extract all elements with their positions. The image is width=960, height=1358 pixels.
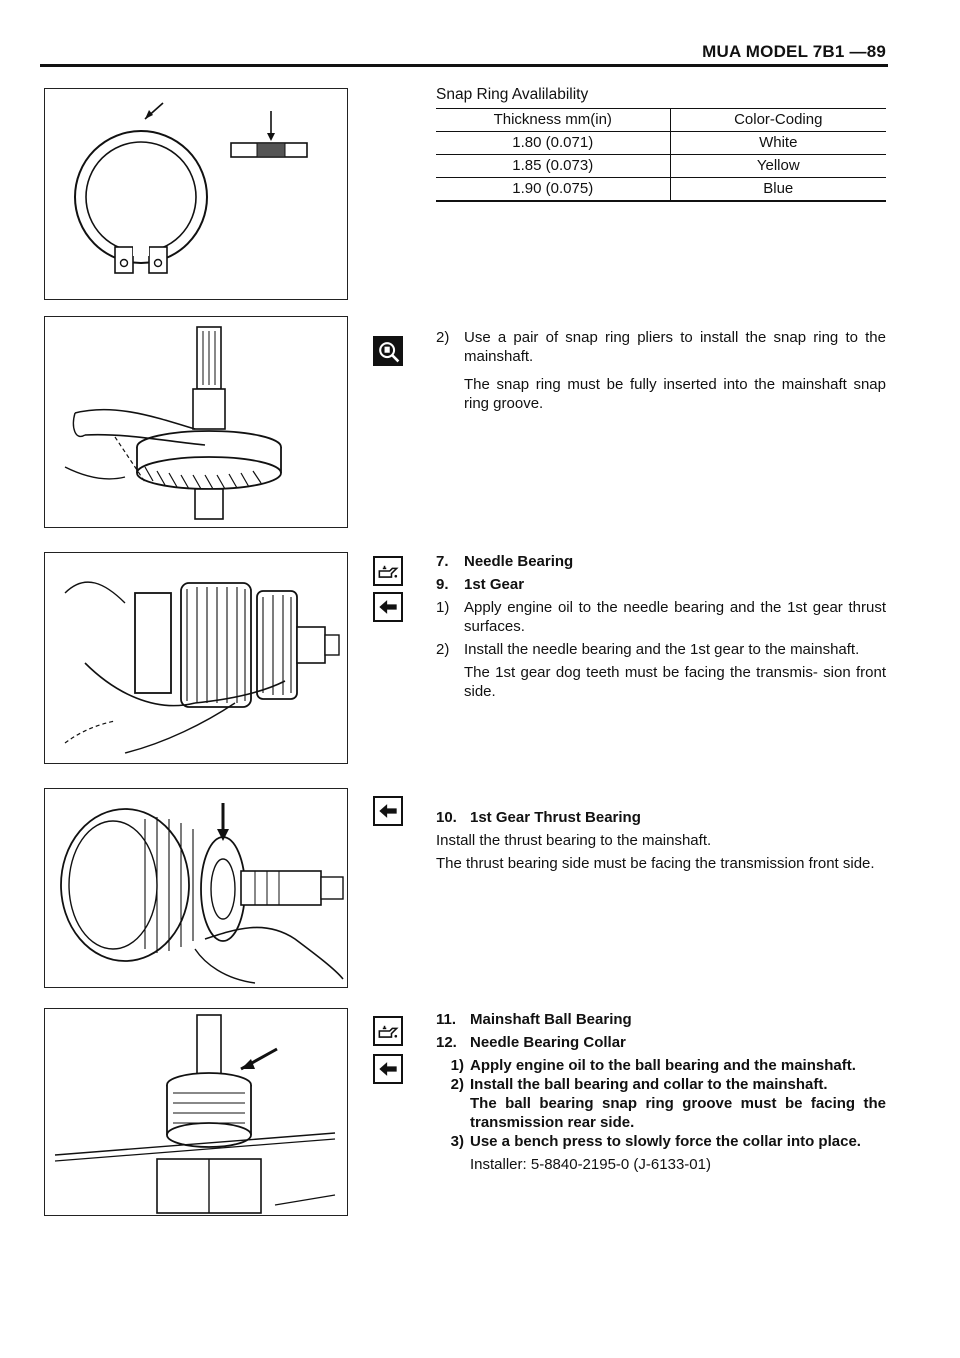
step-text: Apply engine oil to the ball bearing and the mainshaft. [470, 1057, 856, 1074]
table-cell-thickness: 1.80 (0.071) [436, 132, 670, 155]
table-cell-thickness: 1.85 (0.073) [436, 155, 670, 178]
install-arrow-icon [373, 1054, 403, 1084]
heading-text: Mainshaft Ball Bearing [470, 1011, 632, 1028]
step-note: The ball bearing snap ring groove must be facing the transmission rear side. [470, 1095, 886, 1131]
header-rule [40, 64, 888, 67]
install-arrow-icon [373, 592, 403, 622]
ball-bearing-press-figure [44, 1008, 348, 1216]
table-row [436, 178, 886, 202]
section-heading [436, 575, 886, 594]
first-gear-install-figure [44, 552, 348, 764]
step-number: 1) [436, 599, 450, 616]
snap-ring-pliers-figure [44, 316, 348, 528]
snap-ring-table-caption: Snap Ring Avalilability [436, 86, 589, 103]
list-item [436, 328, 886, 366]
table-row [436, 132, 886, 155]
snap-ring-table [436, 108, 886, 202]
step-text: Use a bench press to slowly force the collar into place. [470, 1133, 861, 1150]
heading-text: Needle Bearing Collar [470, 1034, 626, 1051]
thrust-bearing-drawing [45, 789, 347, 987]
heading-number: 11. [436, 1011, 457, 1028]
snap-ring-figure [44, 88, 348, 300]
section-heading [436, 1010, 886, 1029]
step-number: 2) [436, 641, 450, 658]
step-note: The 1st gear dog teeth must be facing the transmis- sion front side. [464, 664, 886, 700]
mainshaft-pliers-drawing [45, 317, 347, 527]
ball-bearing-section [436, 1010, 886, 1174]
step-number: 2) [450, 1076, 464, 1093]
heading-text: 1st Gear Thrust Bearing [470, 809, 641, 826]
table-cell-color: White [670, 132, 886, 155]
heading-number: 10. [436, 809, 457, 826]
heading-number: 12. [436, 1034, 457, 1051]
oil-can-icon [373, 1016, 403, 1046]
page-header-title: MUA MODEL 7B1 —89 [702, 42, 886, 61]
list-item [436, 1132, 886, 1151]
ball-bearing-drawing [45, 1009, 347, 1215]
heading-text: Needle Bearing [464, 553, 574, 570]
step-text: Use a pair of snap ring pliers to install the snap ring to the mainshaft. [464, 329, 886, 365]
step-text: Apply engine oil to the needle bearing and the 1st gear thrust surfaces. [464, 599, 886, 635]
oil-can-icon [373, 556, 403, 586]
step-number: 3) [450, 1133, 464, 1150]
step-number: 1) [450, 1057, 464, 1074]
list-item [436, 598, 886, 636]
list-item [436, 1056, 886, 1075]
table-header-color: Color-Coding [670, 109, 886, 132]
needle-bearing-section [436, 552, 886, 701]
inspect-tool-icon [373, 336, 403, 366]
step-text: Install the needle bearing and the 1st gear to the mainshaft. [464, 641, 860, 658]
table-row [436, 155, 886, 178]
section-heading [436, 808, 886, 827]
list-item [436, 1075, 886, 1094]
section-heading [436, 1033, 886, 1052]
snap-ring-table-block [436, 86, 886, 202]
table-header-thickness: Thickness mm(in) [436, 109, 670, 132]
thrust-bearing-section [436, 808, 886, 873]
table-header-row [436, 109, 886, 132]
body-text: The thrust bearing side must be facing the transmission front side. [436, 855, 875, 872]
table-cell-color: Yellow [670, 155, 886, 178]
install-arrow-icon [373, 796, 403, 826]
step-number: 2) [436, 329, 450, 346]
heading-text: 1st Gear [464, 576, 525, 593]
installer-spec: Installer: 5-8840-2195-0 (J-6133-01) [470, 1156, 711, 1173]
table-cell-color: Blue [670, 178, 886, 202]
step-note: The snap ring must be fully inserted into the mainshaft snap ring groove. [464, 376, 886, 412]
snap-ring-step-block [436, 328, 886, 413]
snap-ring-drawing [45, 89, 347, 299]
table-cell-thickness: 1.90 (0.075) [436, 178, 670, 202]
heading-number: 9. [436, 576, 449, 593]
first-gear-drawing [45, 553, 347, 763]
section-heading [436, 552, 886, 571]
thrust-bearing-figure [44, 788, 348, 988]
list-item [436, 640, 886, 659]
heading-number: 7. [436, 553, 449, 570]
body-text: Install the thrust bearing to the mainshaft. [436, 832, 712, 849]
step-text: Install the ball bearing and collar to the mainshaft. [470, 1076, 828, 1093]
